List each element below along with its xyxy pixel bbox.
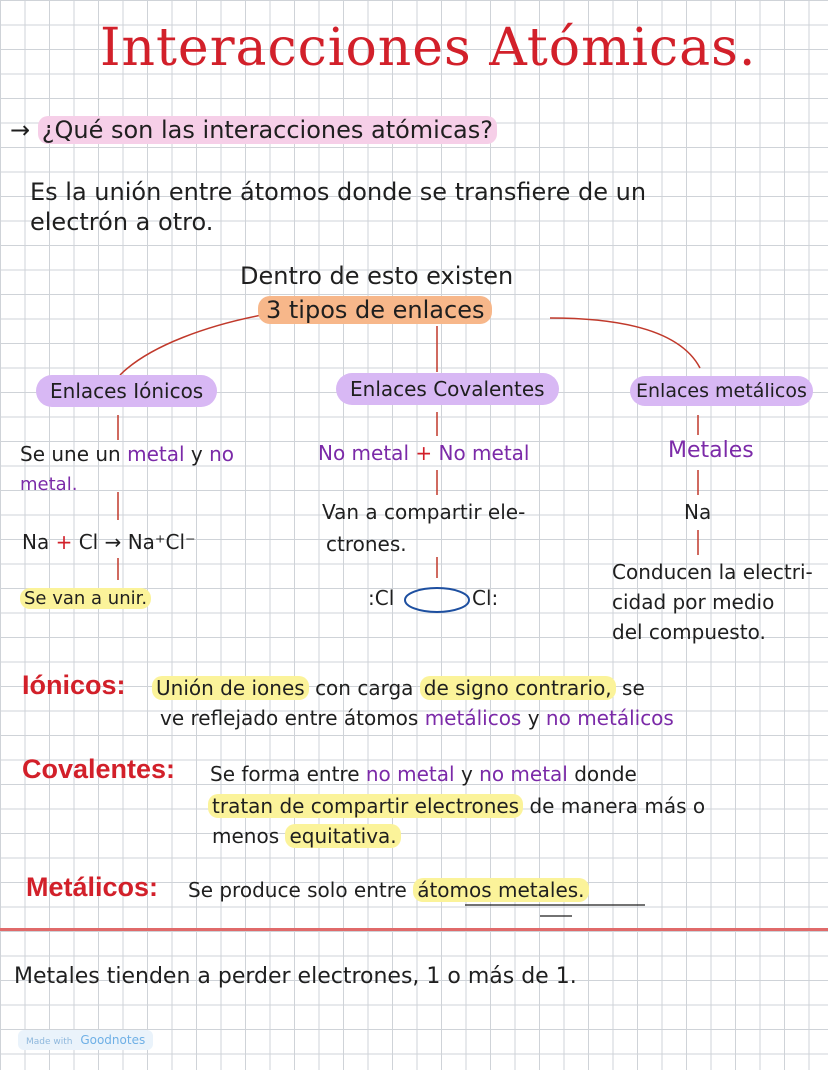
metallic-desc-1: Conducen la electri- [612, 560, 813, 584]
covalentes-l3-b: equitativa. [285, 824, 400, 848]
covalentes-line-3 [212, 824, 401, 848]
ionic-desc-y: y [190, 442, 203, 466]
definition-line-2: electrón a otro. [30, 208, 214, 236]
label-covalentes: Covalentes: [22, 754, 176, 784]
types-heading-text: 3 tipos de enlaces [258, 296, 492, 324]
covalentes-line-2 [208, 794, 705, 818]
eq-plus: + [55, 530, 73, 554]
label-ionicos: Iónicos: [22, 670, 126, 700]
metalicos-line [188, 878, 589, 902]
ionic-equation [22, 530, 196, 554]
ionic-result-text: Se van a unir. [20, 588, 151, 609]
ionicos-l2-a: ve reflejado entre átomos [160, 706, 419, 730]
intro-line-1: Dentro de esto existen [240, 262, 514, 290]
ionicos-l2-b: metálicos [424, 706, 522, 730]
ionicos-l1-c: de signo contrario, [420, 676, 616, 700]
heading-covalent: Enlaces Covalentes [336, 373, 559, 405]
eq-cl: Cl [78, 530, 99, 554]
covalentes-l1-c: y [460, 762, 473, 786]
covalent-desc-1: Van a compartir ele- [322, 500, 526, 524]
covalentes-l3-a: menos [212, 824, 280, 848]
question-line [10, 116, 497, 144]
covalent-pair [318, 441, 529, 465]
ionic-desc-metal2: metal. [20, 474, 78, 495]
covalentes-l2-b: de manera más o [529, 794, 706, 818]
ionicos-l2-d: no metálicos [545, 706, 674, 730]
covalentes-l1-a: Se forma entre [210, 762, 360, 786]
badge-small-text: Made with [26, 1037, 73, 1047]
metalicos-text-b: átomos metales. [413, 878, 588, 902]
heading-metallic: Enlaces metálicos [630, 376, 813, 406]
ionic-desc-metal: metal [127, 442, 185, 466]
metalicos-text-a: Se produce solo entre [188, 878, 407, 902]
covalentes-l1-b: no metal [365, 762, 455, 786]
ionicos-line-1 [152, 676, 645, 700]
label-metalicos: Metálicos: [26, 872, 159, 902]
definition-line-1: Es la unión entre átomos donde se transfiere de un [30, 178, 647, 206]
ionic-desc-a: Se une un [20, 442, 121, 466]
covalent-pair-plus: + [415, 441, 433, 465]
arrow-icon: → [10, 116, 31, 144]
covalentes-l1-e: donde [574, 762, 637, 786]
ionic-desc-line-1 [20, 442, 234, 466]
eq-na: Na [22, 530, 50, 554]
page-title: Interacciones Atómicas. [100, 18, 757, 78]
ionicos-l2-c: y [527, 706, 540, 730]
ionicos-l1-a: Unión de iones [152, 676, 309, 700]
covalent-pair-b: No metal [438, 441, 530, 465]
eq-arrow-icon: → [104, 530, 122, 554]
metallic-example: Na [684, 500, 712, 524]
question-text: ¿Qué son las interacciones atómicas? [38, 116, 497, 144]
ionicos-line-2 [160, 706, 674, 730]
heading-ionic: Enlaces Iónicos [36, 375, 217, 407]
ionic-desc-no: no [209, 442, 235, 466]
covalentes-l2-a: tratan de compartir electrones [208, 794, 523, 818]
covalent-atom-right: Cl: [472, 586, 499, 610]
metallic-kind: Metales [668, 438, 754, 463]
covalent-atom-left: :Cl [368, 586, 395, 610]
goodnotes-badge [18, 1030, 153, 1050]
covalent-pair-a: No metal [318, 441, 409, 465]
covalentes-line-1 [210, 762, 637, 786]
ionicos-l1-b: con carga [315, 676, 414, 700]
metallic-desc-3: del compuesto. [612, 620, 766, 644]
covalentes-l1-d: no metal [479, 762, 568, 786]
types-heading [258, 296, 492, 324]
eq-result: Na⁺Cl⁻ [127, 530, 196, 554]
footer-note: Metales tienden a perder electrones, 1 o más de 1. [14, 964, 577, 989]
divider-line [0, 928, 828, 931]
ionicos-l1-d: se [622, 676, 645, 700]
covalent-desc-2: ctrones. [326, 532, 407, 556]
metallic-desc-2: cidad por medio [612, 590, 775, 614]
badge-brand-text: Goodnotes [80, 1033, 146, 1047]
ionic-result [20, 588, 151, 609]
